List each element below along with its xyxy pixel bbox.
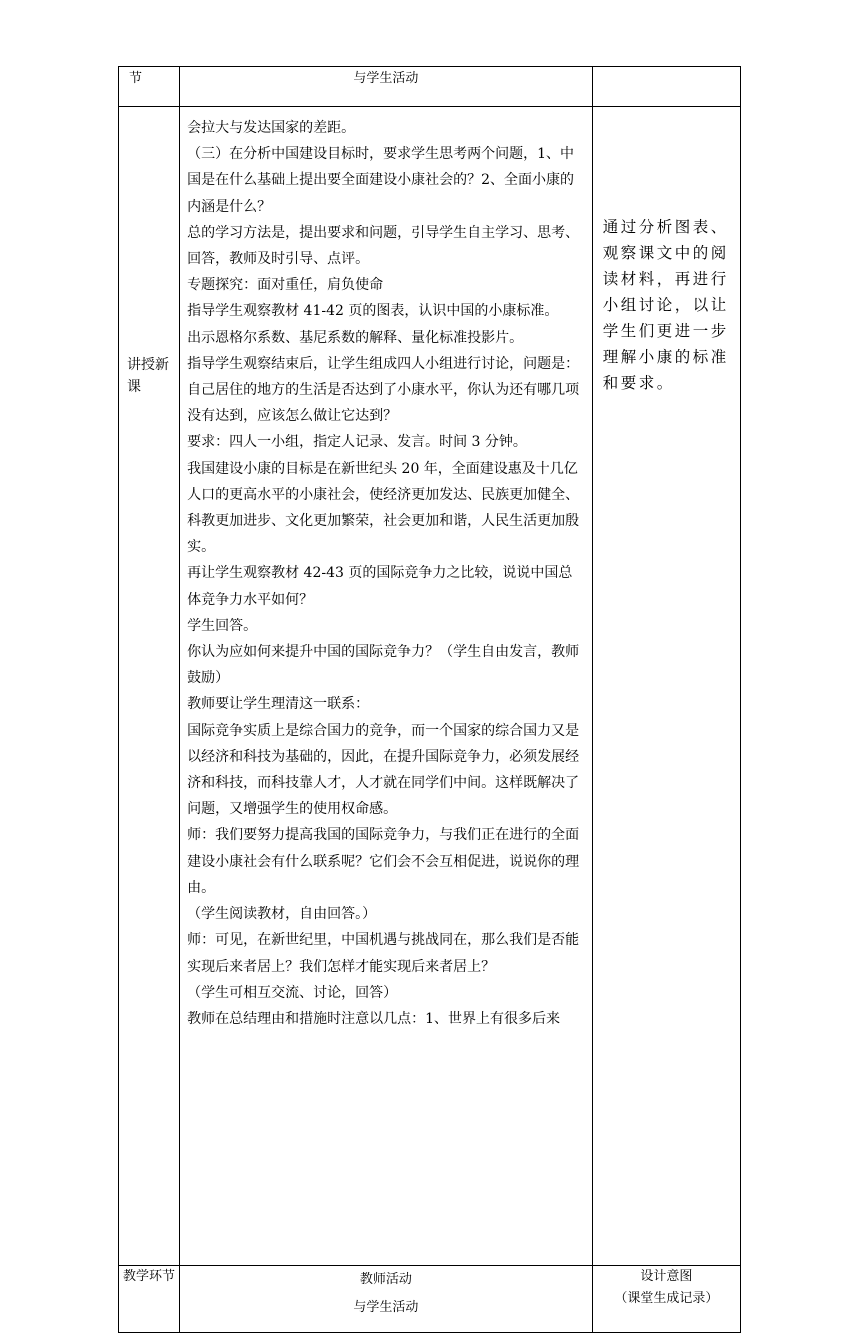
footer-stage-cell: 教学环节 (119, 1266, 180, 1333)
content-paragraph: 学生回答。 (187, 617, 258, 634)
footer-row (119, 1266, 741, 1333)
content-paragraph: 专题探究：面对重任，肩负使命 (187, 277, 384, 294)
content-paragraph: 指导学生观察结束后，让学生组成四人小组进行讨论，问题是：自己居住的地方的生活是否达到了小康水平，你认为还有哪几项没有达到，应该怎么做让它达到？ (187, 355, 580, 425)
content-paragraph: 指导学生观察教材 41-42 页的图表，认识中国的小康标准。 (187, 303, 559, 320)
content-paragraph: 总的学习方法是，提出要求和问题，引导学生自主学习、思考、回答，教师及时引导、点评。 (187, 224, 580, 268)
content-paragraph: 会拉大与发达国家的差距。 (187, 120, 356, 136)
content-paragraph: 要求：四人一小组，指定人记录、发言。时间 3 分钟。 (187, 434, 527, 451)
content-paragraph: （学生可相互交流、讨论，回答） (187, 984, 398, 1001)
footer-design-cell (592, 1266, 740, 1333)
header-row (119, 67, 741, 107)
content-paragraph: 你认为应如何来提升中国的国际竞争力？（学生自由发言，教师鼓励） (187, 644, 580, 687)
main-row (119, 107, 741, 1266)
header-stage-cell: 节 (119, 67, 180, 107)
activity-content-cell (180, 107, 593, 1266)
content-paragraph: 我国建设小康的目标是在新世纪头 20 年，全面建设惠及十几亿人口的更高水平的小康社会，使经济更加发达、民族更加健全、科教更加进步、文化更加繁荣，社会更加和谐，人民生活更加殷实。 (187, 460, 580, 556)
content-paragraph: 出示恩格尔系数、基尼系数的解释、量化标准投影片。 (187, 329, 524, 346)
content-paragraph: （学生阅读教材，自由回答。） (187, 906, 377, 923)
footer-activity-cell (180, 1266, 593, 1333)
footer-activity-line2: 与学生活动 (353, 1300, 419, 1315)
footer-design-line2: （课堂生成记录） (614, 1291, 719, 1306)
content-paragraph: 教师要让学生理清这一联系： (187, 696, 370, 713)
design-intent-text: 通过分析图表、观察课文中的阅读材料，再进行小组讨论，以让学生们更进一步理解小康的标准和要求。 (602, 218, 729, 392)
content-paragraph: 教师在总结理由和措施时注意以几点：1、世界上有很多后来 (187, 1010, 560, 1027)
stage-cell: 讲授新课 (119, 107, 180, 1266)
header-design-cell (592, 67, 740, 107)
content-paragraph: 师：我们要努力提高我国的国际竞争力，与我们正在进行的全面建设小康社会有什么联系呢？它们会不会互相促进，说说你的理由。 (187, 827, 580, 896)
header-activity-cell: 与学生活动 (180, 67, 593, 107)
content-paragraph: 师：可见，在新世纪里，中国机遇与挑战同在，那么我们是否能实现后来者居上？我们怎样才能实现后来者居上？ (187, 932, 580, 975)
content-paragraph: 再让学生观察教材 42-43 页的国际竞争力之比较，说说中国总体竞争力水平如何？ (187, 565, 573, 608)
content-paragraph: 国际竞争实质上是综合国力的竞争，而一个国家的综合国力又是以经济和科技为基础的，因此，在提升国际竞争力，必须发展经济和科技，而科技靠人才，人才就在同学们中间。这样既解决了问题，又增强学生的使用权命感。 (187, 722, 580, 818)
lesson-plan-table (118, 66, 741, 1333)
design-intent-cell (592, 107, 740, 1266)
footer-activity-line1: 教师活动 (359, 1272, 412, 1287)
footer-design-line1: 设计意图 (640, 1269, 693, 1284)
content-paragraph: （三）在分析中国建设目标时，要求学生思考两个问题，1、中国是在什么基础上提出要全面建设小康社会的？2、全面小康的内涵是什么？ (187, 146, 574, 215)
